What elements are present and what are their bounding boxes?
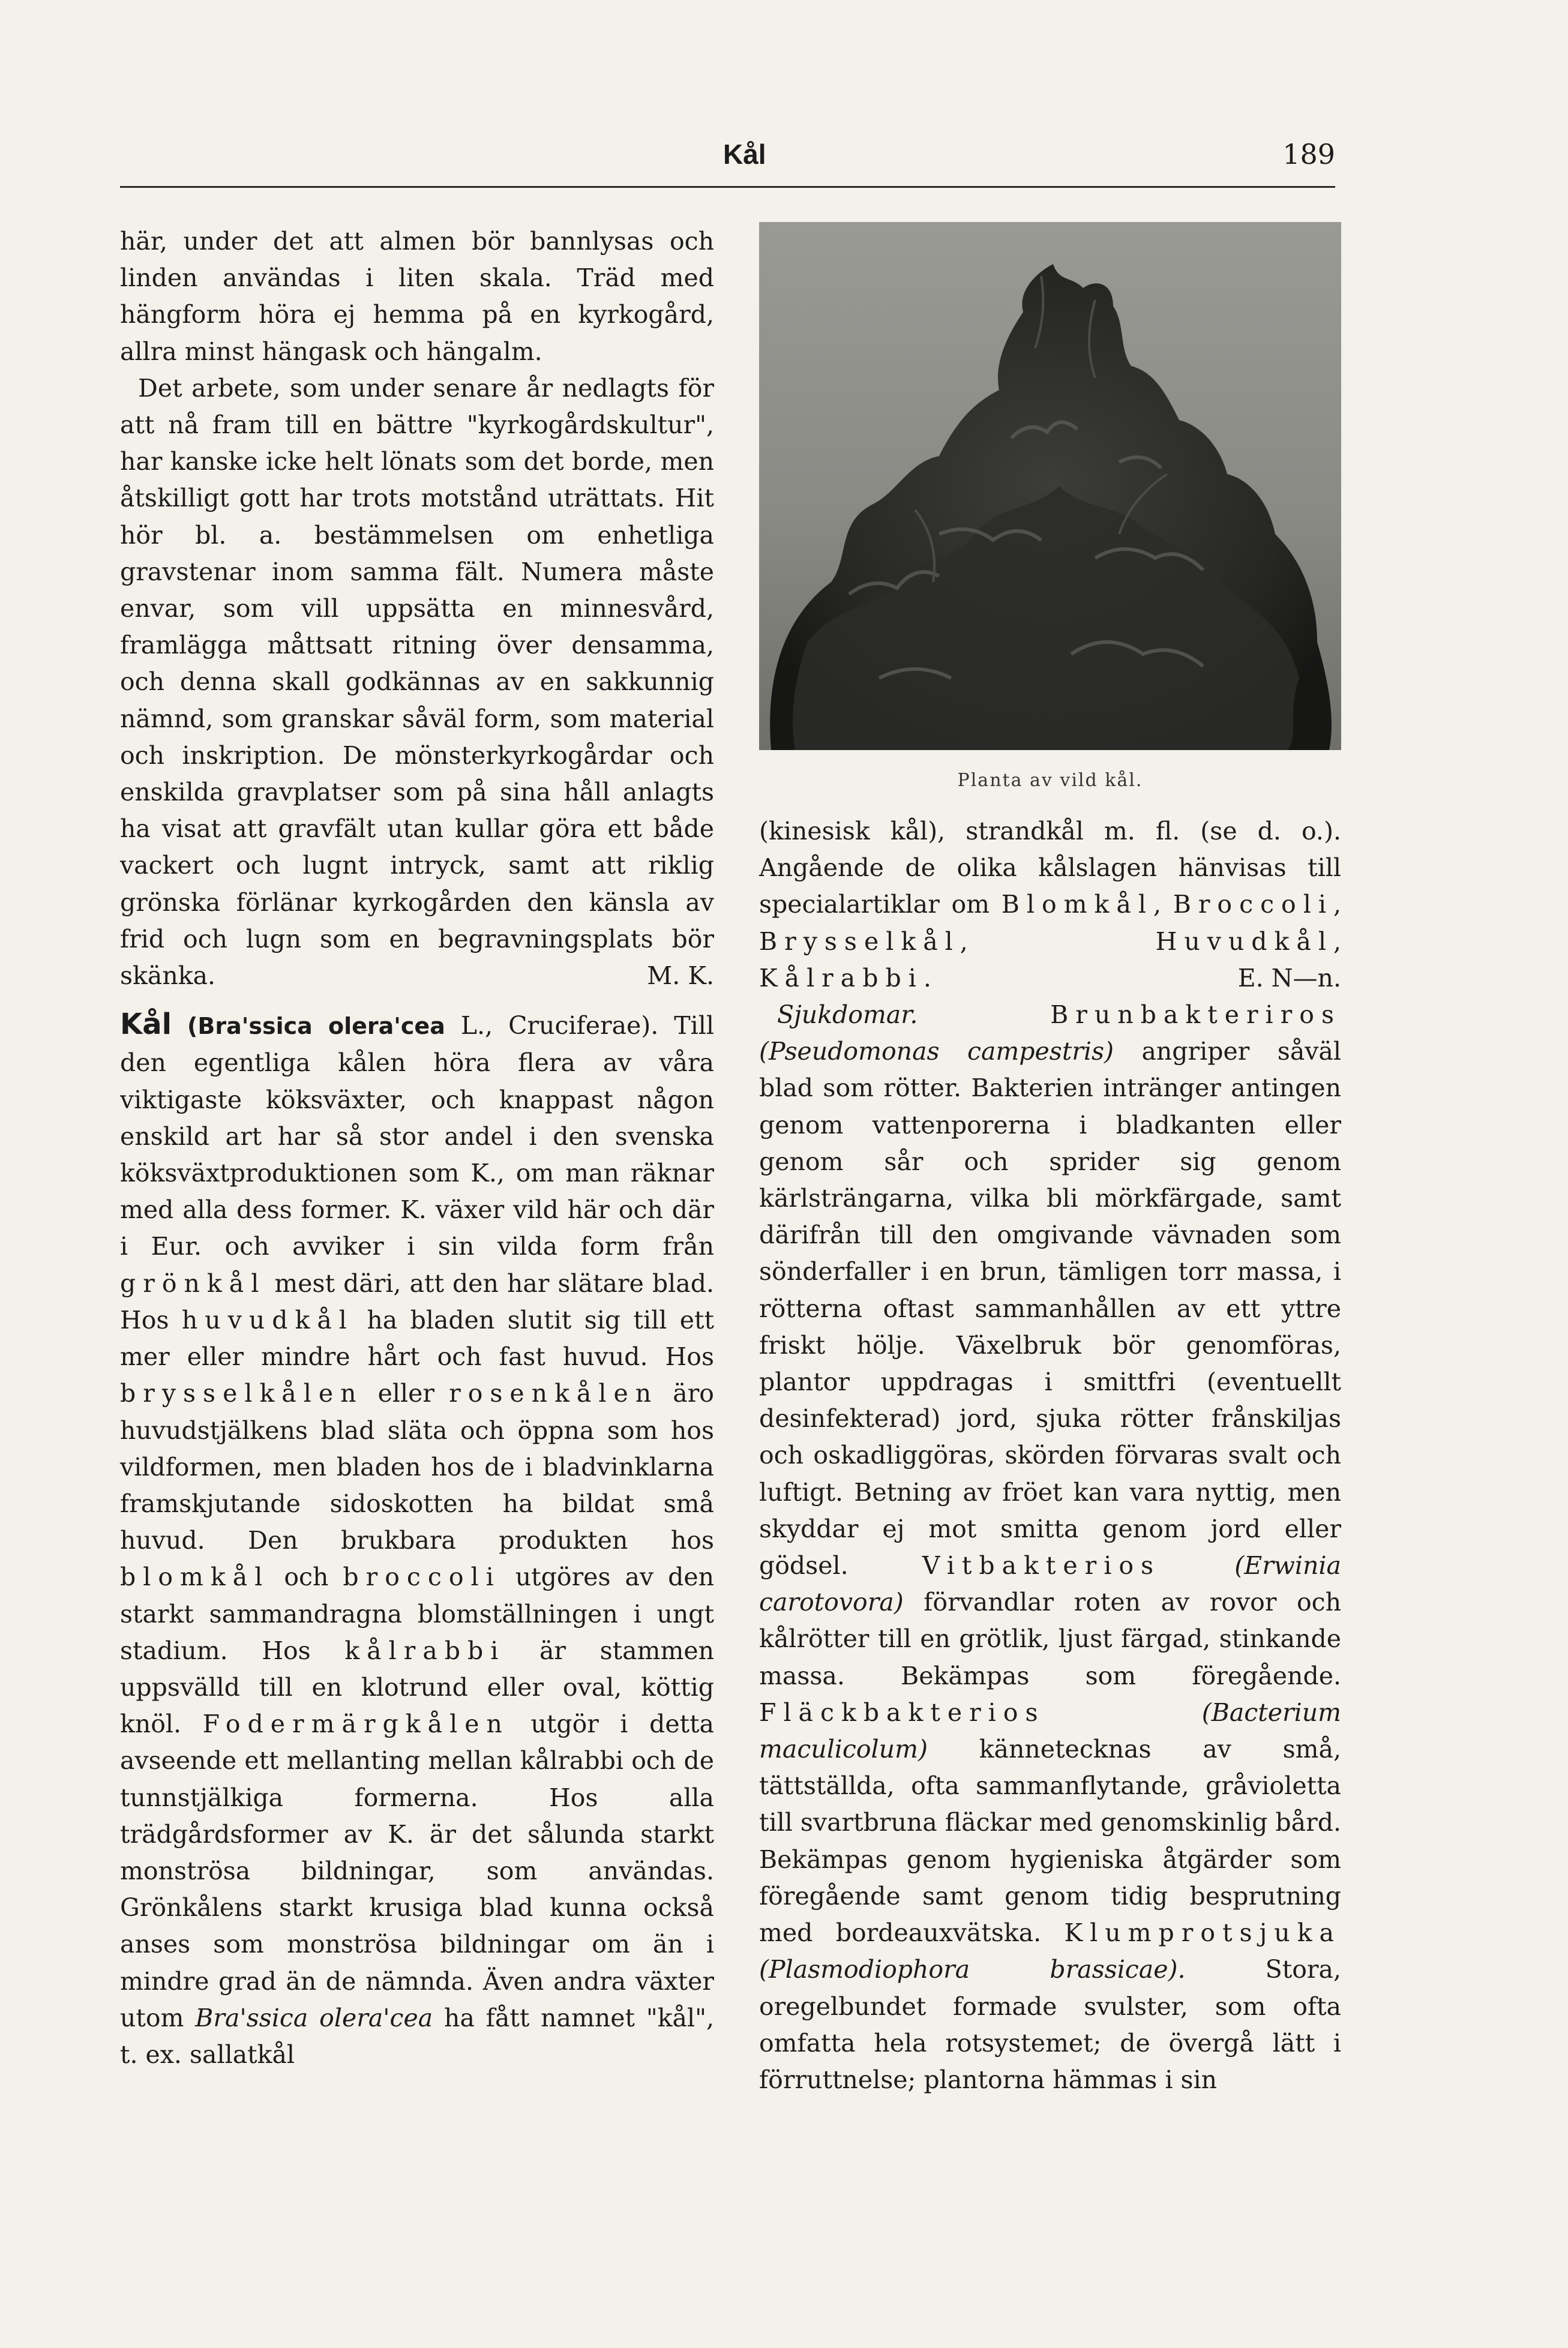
term-blomkal: blomkål: [120, 1563, 270, 1592]
term-brassica-oleracea: Bra'ssica olera'cea: [195, 2003, 433, 2032]
disease-text-1: angriper såväl blad som rötter. Bakterien intränger antingen genom vattenporerna i bladkanten eller genom sår och sprider sig genom kärlsträngarna, vilka bli mörkfärgade, samt därifrån till den omgivande vävnaden som sönderfaller i en brun, tämligen torr massa, i rötterna oftast sammanhållen av ett yttre friskt hölje. Växelbruk bör genomföras, plantor uppdragas i smittfri (eventuellt desinfekterad) jord, sjuka rötter frånskiljas och oskadliggöras, skörden förvaras svalt och luftigt. Betning av fröet kan vara nyttig, men skyddar ej mot smitta genom jord eller gödsel.: [759, 1037, 1341, 1581]
latin-pseudomonas: (Pseudomonas campestris): [759, 1037, 1114, 1066]
term-brunbakterios: Brunbakteriros: [1050, 1000, 1341, 1030]
entry-text-3: ha bladen slutit sig till ett mer eller mindre hårt och fast huvud. Hos: [120, 1305, 714, 1372]
term-fodermargkalen: Fodermärgkålen: [202, 1710, 509, 1739]
header-rule: [120, 186, 1335, 188]
ref-broccoli: Broccoli: [1173, 890, 1333, 919]
ref-blomkal: Blomkål: [1001, 890, 1153, 919]
term-rosenkalen: rosenkålen: [449, 1379, 659, 1408]
running-header: [120, 138, 1335, 192]
entry-text-7: är stammen uppsvälld till en klotrund eller oval, köttig knöl.: [120, 1636, 714, 1739]
paragraph-cabbage-types: [759, 813, 1341, 997]
right-column: [759, 813, 1341, 2098]
entry-text-5: och: [269, 1563, 343, 1592]
term-kalrabbi: kålrabbi: [344, 1636, 506, 1665]
term-vitbakterios: Vitbakterios: [922, 1551, 1161, 1581]
entry-kal: [120, 1006, 714, 2073]
latin-plasmodiophora: (Plasmodiophora brassicae).: [759, 1955, 1186, 1984]
entry-latin-name: (Bra'ssica olera'cea: [187, 1013, 445, 1040]
entry-family: L., Cruciferae).: [445, 1011, 659, 1040]
entry-text-4: äro huvudstjälkens blad släta och öppna som hos vildformen, men bladen hos de i bladvinklarna framskjutande sidoskotten ha bildat små huvud. Den brukbara produkten hos: [120, 1379, 714, 1555]
entry-text-6: utgöres av den starkt sammandragna blomställningen i ungt stadium. Hos: [120, 1563, 714, 1665]
ref-brysselkal: Brysselkål: [759, 926, 960, 956]
term-flackbakterios: Fläckbakterios: [759, 1698, 1045, 1727]
paragraph-cemetery-trees: här, under det att almen bör bannlysas och linden användas i liten skala. Träd med hängform höra ej hemma på en kyrkogård, allra minst hängask och hängalm.: [120, 227, 714, 366]
term-huvudkal: huvudkål: [181, 1305, 354, 1335]
ref-huvudkal: Huvudkål: [1155, 926, 1333, 956]
disease-text-2: förvandlar roten av rovor och kålrötter till en grötlik, ljust färgad, stinkande massa. Bekämpas som föregående.: [759, 1588, 1341, 1690]
disease-text-3: kännetecknas av små, tättställda, ofta sammanflytande, gråvioletta till svartbruna fläckar med genomskinlig bård. Bekämpas genom hygieniska åtgärder som föregående samt genom tidig besprutning med bordeauxvätska.: [759, 1735, 1341, 1948]
running-head-title: Kål: [723, 139, 766, 170]
paragraph-cemetery-culture-text: Det arbete, som under senare år nedlagts för att nå fram till en bättre "kyrkogårdskultur", har kanske icke helt lönats som det borde, men åtskilligt gott har trots motstånd uträttats. Hit hör bl. a. bestämmelsen om enhetliga gravstenar inom samma fält. Numera måste envar, som vill uppsätta en minnesvård, framlägga måttsatt ritning över densamma, och denna skall godkännas av en sakkunnig nämnd, som granskar såväl form, som material och inskription. De mönsterkyrkogårdar och enskilda gravplatser som på sina håll anlagts ha visat att gravfält utan kullar göra ett både vackert och lugnt intryck, samt att riklig grönska förlänar kyrkogården den känsla av frid och lugn som en begravningsplats bör skänka.: [120, 373, 714, 991]
latin-erwinia: (Erwinia carotovora): [759, 1551, 1341, 1617]
paragraph-cemetery-culture: [120, 370, 714, 994]
author-signature-mk: M. K.: [647, 961, 714, 991]
term-brysselkalen: brysselkålen: [120, 1379, 364, 1408]
entry-text-8: utgör i detta avseende ett mellanting mellan kålrabbi och de tunnstjälkiga formerna. Hos alla trädgårdsformer av K. är det sålunda starkt monströsa bildningar, som användas. Grönkålens starkt krusiga blad kunna också anses som monströsa bildningar om än i mindre grad än de nämnda. Även andra växter utom: [120, 1710, 714, 2032]
right-text-1: (kinesisk kål), strandkål m. fl. (se d. o.). Angående de olika kålslagen hänvisas till specialartiklar om: [759, 817, 1341, 919]
wild-cabbage-figure: [759, 222, 1341, 750]
ref-separator-2: ,: [1333, 890, 1341, 919]
left-column: [120, 223, 714, 2073]
term-klumprotsjuka: Klumprotsjuka: [1064, 1918, 1341, 1948]
ref-separator-3: ,: [960, 926, 1156, 956]
disease-text-4: Stora, oregelbundet formade svulster, som ofta omfatta hela rotsystemet; de övergå lätt i förruttnelse; plantorna hämmas i sin: [759, 1955, 1341, 2094]
page-number: 189: [1282, 138, 1335, 170]
term-gronkal: grönkål: [120, 1269, 266, 1298]
entry-headword: Kål: [120, 1007, 172, 1042]
ref-kalrabbi: Kålrabbi: [759, 963, 924, 992]
entry-text-2: mest däri, att den har slätare blad. Hos: [120, 1269, 714, 1335]
diseases-heading: Sjukdomar.: [777, 1000, 918, 1030]
entry-text-3b: eller: [363, 1379, 449, 1408]
paragraph-diseases: [759, 997, 1341, 2098]
latin-bacterium: (Bacterium maculicolum): [759, 1698, 1341, 1764]
entry-text-1: Till den egentliga kålen höra flera av våra viktigaste köksväxter, och knappast någon enskild art har så stor andel i den svenska köksväxtproduktionen som K., om man räknar med alla dess former. K. växer vild här och där i Eur. och avviker i sin vilda form från: [120, 1011, 714, 1261]
author-signature-en: E. N—n.: [1237, 963, 1341, 992]
ref-separator-1: ,: [1153, 890, 1173, 919]
ref-separator-4: ,: [1333, 926, 1341, 956]
term-broccoli: broccoli: [343, 1563, 501, 1592]
wild-cabbage-photo: [759, 222, 1341, 750]
ref-end: .: [923, 963, 931, 992]
figure-caption: Planta av vild kål.: [957, 770, 1143, 791]
entry-text-9: ha fått namnet "kål", t. ex. sallatkål: [120, 2003, 715, 2069]
